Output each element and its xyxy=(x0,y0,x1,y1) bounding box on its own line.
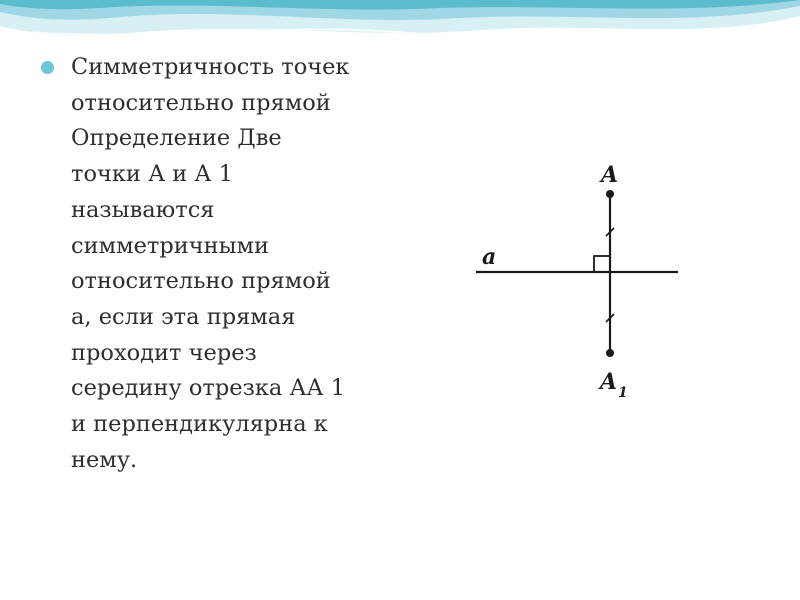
paragraph-line: и перпендикулярна к xyxy=(71,411,328,438)
point-a1 xyxy=(606,349,614,357)
paragraph-line: Определение Две xyxy=(71,125,282,152)
paragraph-line: Симметричность точек xyxy=(71,54,350,80)
paragraph-line: относительно прямой xyxy=(71,89,331,116)
label-line-a: a xyxy=(482,244,497,270)
paragraph-line: относительно прямой xyxy=(71,268,331,295)
paragraph-line: нему. xyxy=(71,446,138,473)
paragraph-line: а, если эта прямая xyxy=(71,303,296,330)
symmetry-diagram xyxy=(456,156,708,410)
paragraph-line: середину отрезка АА 1 xyxy=(71,375,346,402)
point-a xyxy=(606,190,614,198)
paragraph-line: точки А и А 1 xyxy=(71,161,233,188)
label-point-a1-subscript: 1 xyxy=(618,385,628,401)
paragraph-line: симметричными xyxy=(71,232,270,259)
paragraph-line: проходит через xyxy=(71,339,257,366)
definition-paragraph xyxy=(71,50,401,478)
label-point-a: A xyxy=(601,162,619,188)
label-point-a1: A xyxy=(600,369,618,395)
paragraph-line: называются xyxy=(71,196,215,223)
diagram-background xyxy=(456,156,708,410)
bullet-dot xyxy=(41,61,54,74)
diagram-canvas xyxy=(456,156,708,410)
